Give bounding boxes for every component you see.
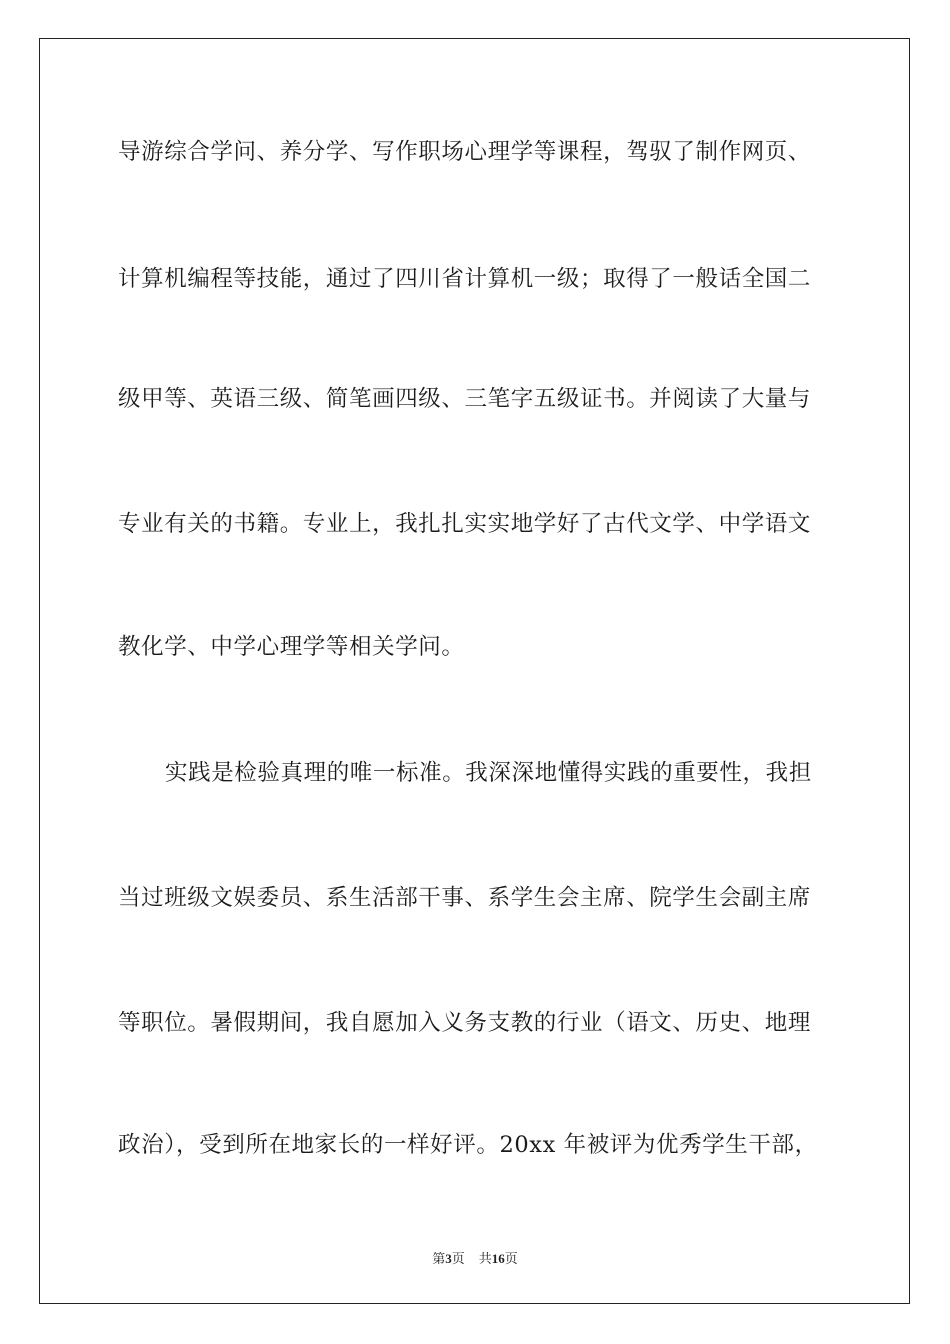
body-line-1: 导游综合学问、养分学、写作职场心理学等课程，驾驭了制作网页、: [118, 139, 812, 165]
body-line-5: 教化学、中学心理学等相关学问。: [118, 634, 465, 660]
body-line-9: 政治），受到所在地家长的一样好评。20xx 年被评为优秀学生干部，: [118, 1132, 818, 1158]
total-pages: 16: [491, 1251, 505, 1266]
body-line-2: 计算机编程等技能，通过了四川省计算机一级；取得了一般话全国二: [118, 266, 812, 292]
body-line-6: 实践是检验真理的唯一标准。我深深地懂得实践的重要性，我担: [165, 760, 812, 786]
body-line-7: 当过班级文娱委员、系生活部干事、系学生会主席、院学生会副主席: [118, 885, 812, 911]
page-number: 3: [445, 1251, 452, 1266]
total-prefix: 共: [478, 1251, 492, 1266]
body-line-3: 级甲等、英语三级、简笔画四级、三笔字五级证书。并阅读了大量与: [118, 386, 812, 412]
page-suffix: 页: [451, 1251, 465, 1266]
page-prefix: 第: [432, 1251, 446, 1266]
body-line-8: 等职位。暑假期间，我自愿加入义务支教的行业（语文、历史、地理: [118, 1010, 812, 1036]
body-line-4: 专业有关的书籍。专业上，我扎扎实实地学好了古代文学、中学语文: [118, 511, 812, 537]
total-suffix: 页: [504, 1251, 518, 1266]
page-footer: [0, 1248, 950, 1267]
page-border: [39, 38, 910, 1304]
